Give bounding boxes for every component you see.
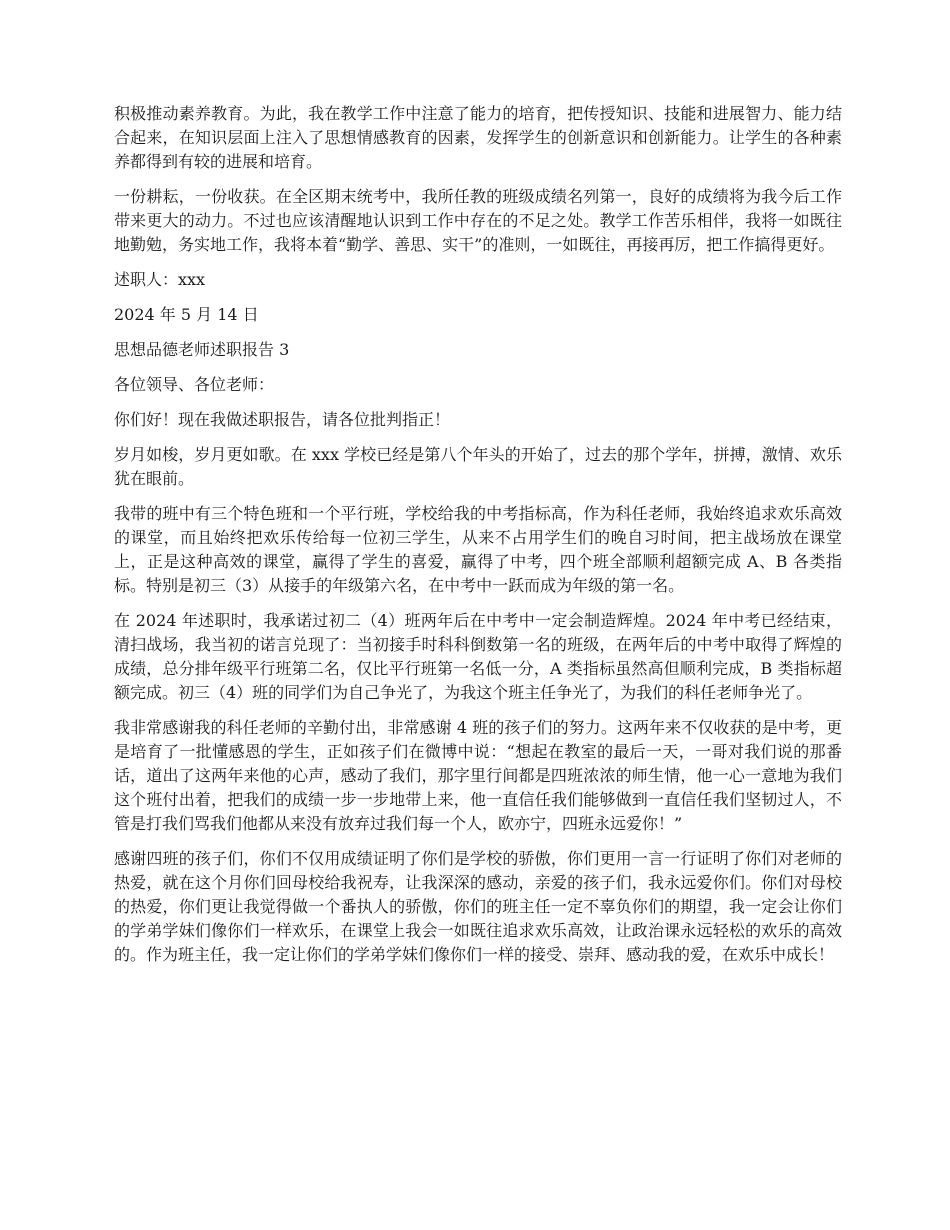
greeting: 你们好！现在我做述职报告，请各位批判指正！ bbox=[114, 410, 451, 429]
paragraph-thanks-teachers: 我非常感谢我的科任老师的辛勤付出，非常感谢 4 班的孩子们的努力。这两年来不仅收获的是中考，更是培育了一批懂感恩的学生，正如孩子们在微博中说：“想起在教室的最后一天，一哥对我们说的那番话，道出了这两年来他的心声，感动了我们，那字里行间都是四班浓浓的师生情，他一心一意地为我们这个班付出着，把我们的成绩一步一步地带上来，他一直信任我们能够做到一直信任我们坚韧过人，不管是打我们骂我们他都从来没有放弃过我们每一个人，欧亦宁，四班永远爱你！” bbox=[114, 718, 842, 833]
paragraph-harvest: 一份耕耘，一份收获。在全区期末统考中，我所任教的班级成绩名列第一，良好的成绩将为我今后工作带来更大的动力。不过也应该清醒地认识到工作中存在的不足之处。教学工作苦乐相伴，我将一如既往地勤勉，务实地工作，我将本着“勤学、善思、实干”的准则，一如既往，再接再厉，把工作搞得更好。 bbox=[114, 187, 842, 254]
salutation: 各位领导、各位老师： bbox=[114, 375, 275, 394]
report-date: 2024 年 5 月 14 日 bbox=[114, 305, 259, 324]
paragraph-quality-education: 积极推动素养教育。为此，我在教学工作中注意了能力的培育，把传授知识、技能和进展智力、能力结合起来，在知识层面上注入了思想情感教育的因素，发挥学生的创新意识和创新能力。让学生的各种素养都得到有较的进展和培育。 bbox=[114, 104, 842, 171]
paragraph-years: 岁月如梭，岁月更如歌。在 xxx 学校已经是第八个年头的开始了，过去的那个学年，拼搏，激情、欢乐犹在眼前。 bbox=[114, 445, 842, 488]
paragraph-promise: 在 2024 年述职时，我承诺过初二（4）班两年后在中考中一定会制造辉煌。2024 年中考已经结束，清扫战场，我当初的诺言兑现了：当初接手时科科倒数第一名的班级，在两年后的中考中取得了辉煌的成绩，总分排年级平行班第二名，仅比平行班第一名低一分，A 类指标虽然高但顺利完成，B 类指标超额完成。初三（4）班的同学们为自己争光了，为我这个班主任争光了，为我们的科任老师争光了。 bbox=[114, 611, 842, 702]
paragraph-thanks-class-four: 感谢四班的孩子们，你们不仅用成绩证明了你们是学校的骄傲，你们更用一言一行证明了你们对老师的热爱，就在这个月你们回母校给我祝寿，让我深深的感动，亲爱的孩子们，我永远爱你们。你们对母校的热爱，你们更让我觉得做一个番执人的骄傲，你们的班主任一定不辜负你们的期望，我一定会让你们的学弟学妹们像你们一样欢乐，在课堂上我会一如既往追求欢乐高效，让政治课永远轻松的欢乐的高效的。作为班主任，我一定让你们的学弟学妹们像你们一样的接受、崇拜、感动我的爱，在欢乐中成长！ bbox=[114, 849, 842, 964]
document-page bbox=[114, 102, 842, 978]
report-title: 思想品德老师述职报告 3 bbox=[114, 340, 290, 359]
paragraph-classes: 我带的班中有三个特色班和一个平行班，学校给我的中考指标高，作为科任老师，我始终追求欢乐高效的课堂，而且始终把欢乐传给每一位初三学生，从来不占用学生们的晚自习时间，把主战场放在课堂上，正是这种高效的课堂，赢得了学生的喜爱，赢得了中考，四个班全部顺利超额完成 A、B 各类指标。特别是初三（3）从接手的年级第六名，在中考中一跃而成为年级的第一名。 bbox=[114, 504, 842, 595]
reporter-signature: 述职人：xxx bbox=[114, 270, 206, 289]
